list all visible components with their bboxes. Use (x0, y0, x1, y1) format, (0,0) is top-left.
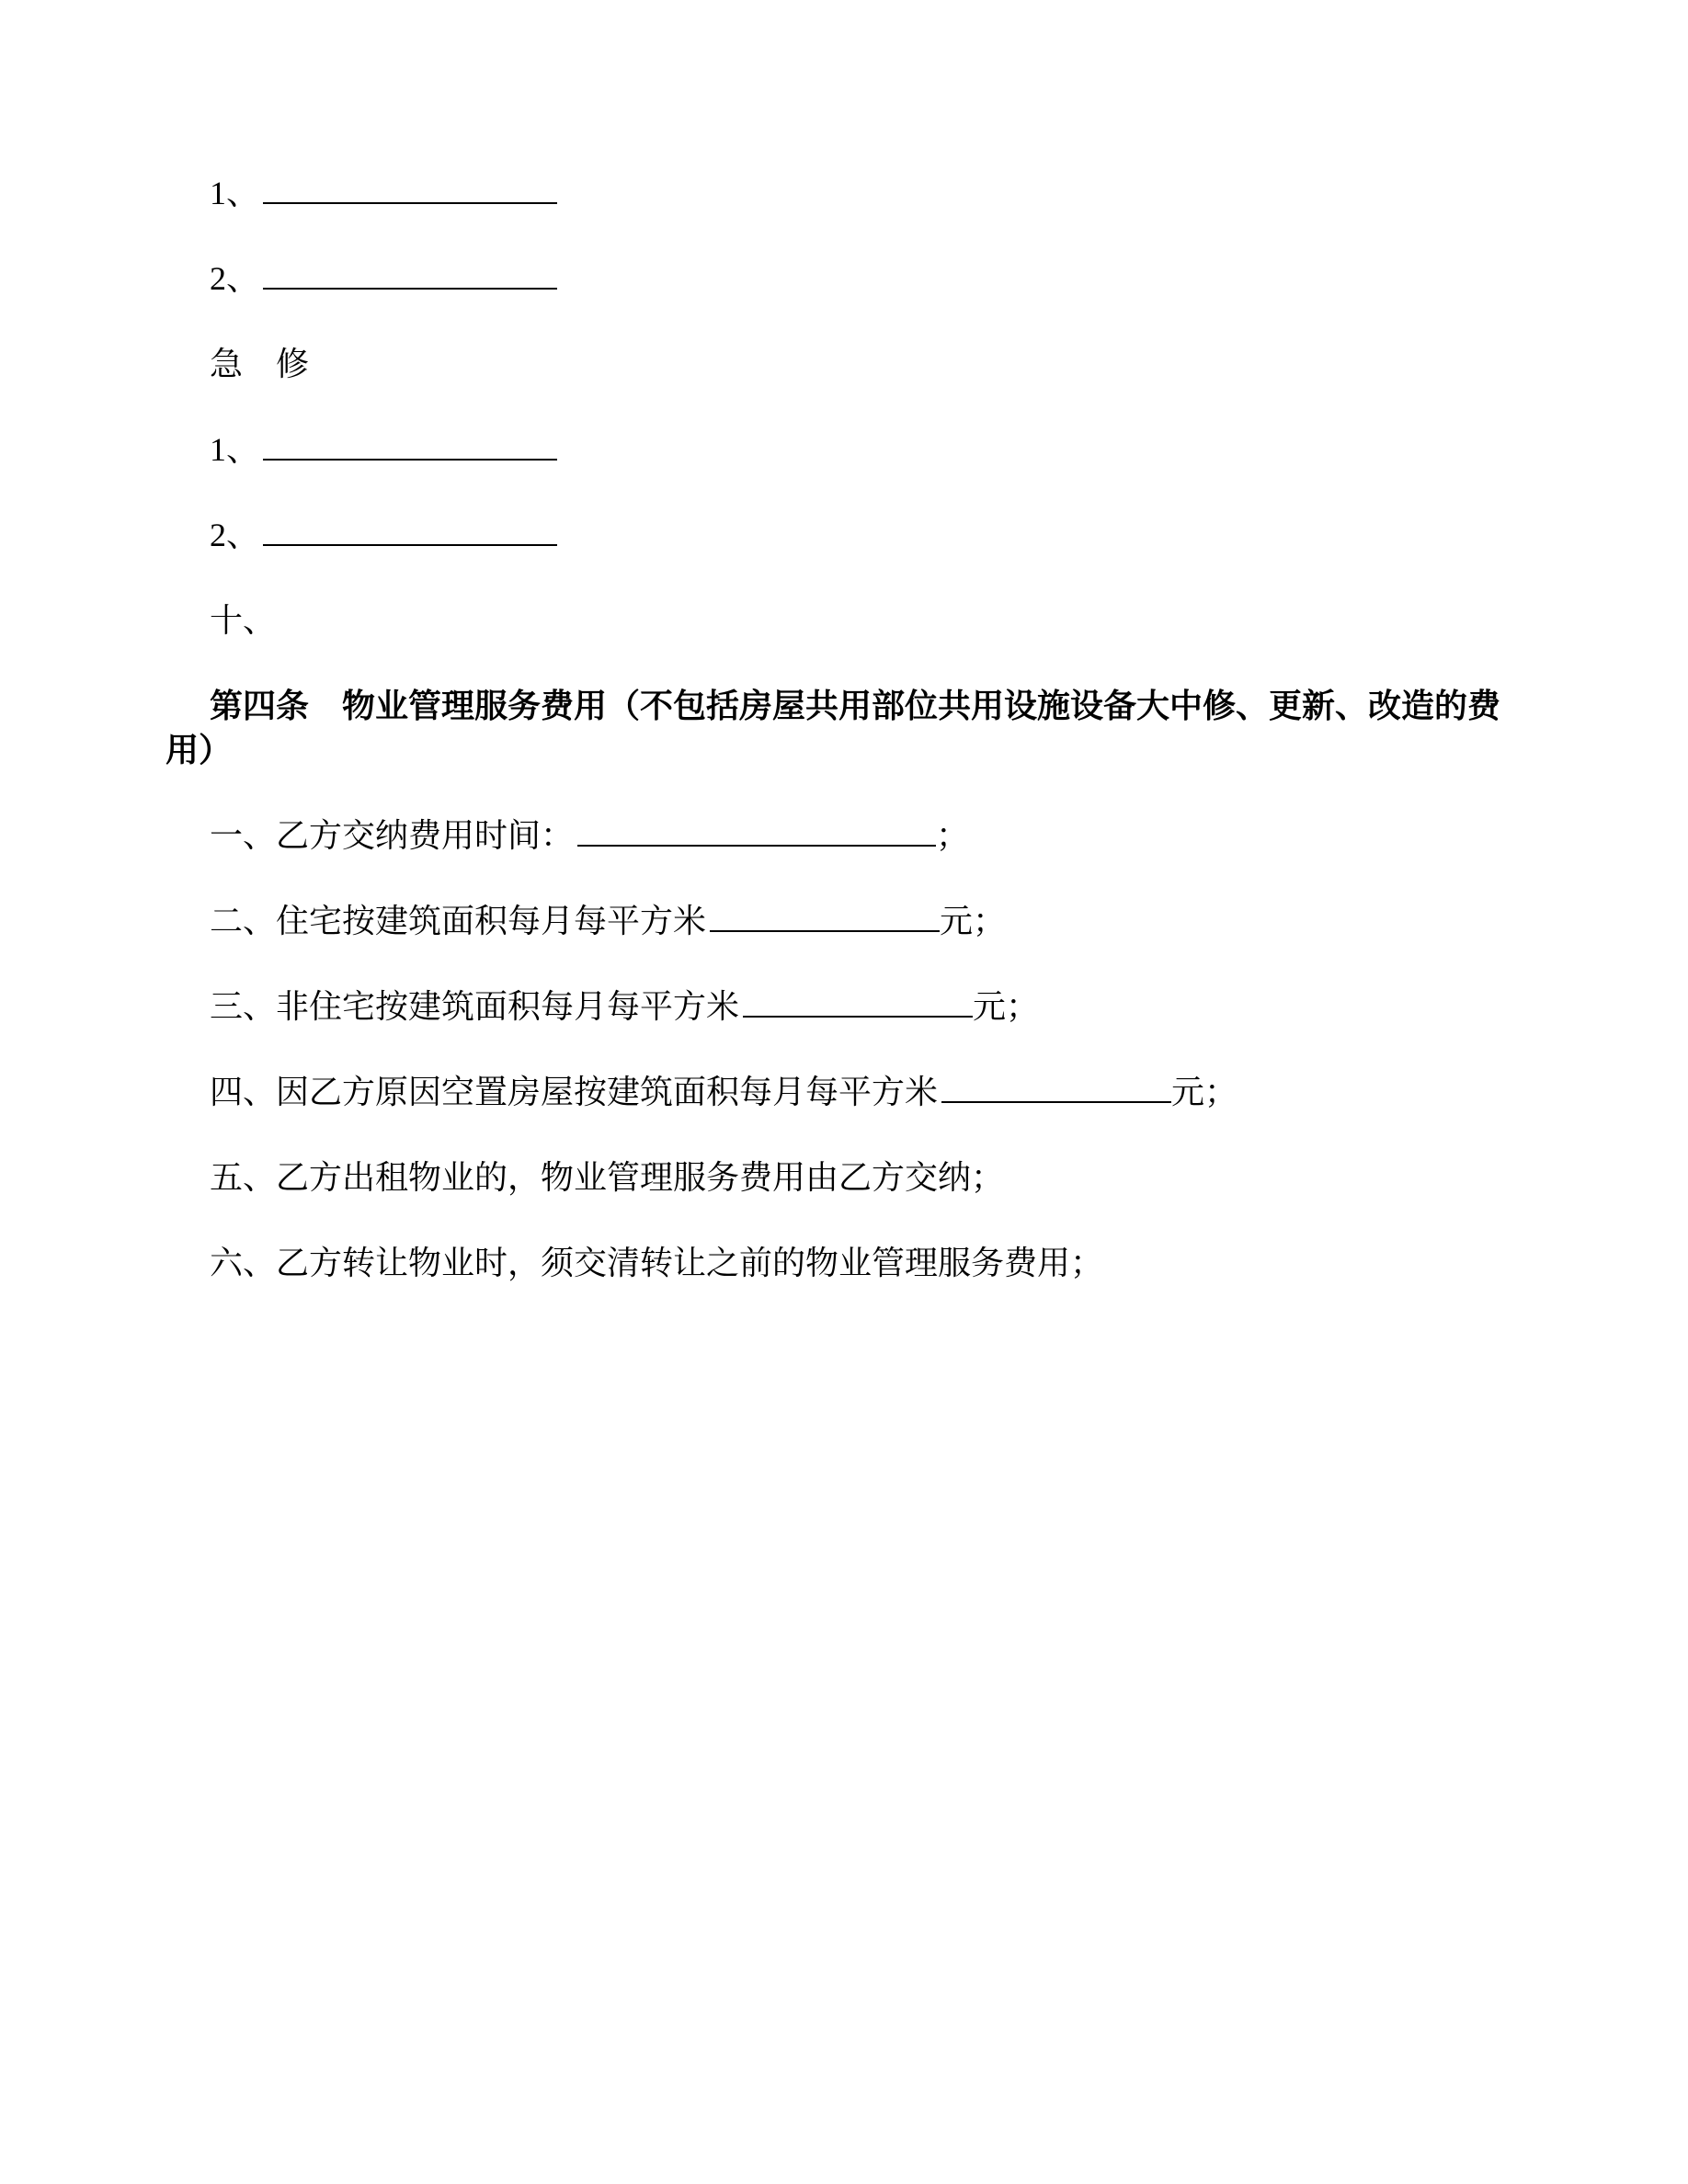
blank-line (263, 540, 557, 546)
repair-item-line-1 (165, 171, 1532, 215)
blank-line (577, 841, 936, 847)
article-heading-text: 第四条 物业管理服务费用（不包括房屋共用部位共用设施设备大中修、更新、改造的费用） (165, 688, 1501, 768)
item-number: 1、 (210, 431, 260, 468)
blank-line (263, 199, 557, 204)
fee-suffix: 元； (940, 903, 1007, 939)
item-number: 2、 (210, 517, 260, 553)
fee-suffix: ； (936, 817, 970, 854)
blank-line (263, 455, 557, 461)
fee-suffix: 元； (973, 988, 1040, 1025)
fee-line-6 (165, 1241, 1532, 1285)
heading-text: 急 修 (210, 346, 310, 382)
repair-item-line-2 (165, 256, 1532, 301)
item-number: 2、 (210, 260, 260, 297)
blank-line (263, 284, 557, 290)
item-number: 1、 (210, 175, 260, 211)
fee-line-2 (165, 899, 1532, 943)
emergency-item-line-2 (165, 513, 1532, 557)
fee-text: 三、非住宅按建筑面积每月每平方米 (210, 988, 740, 1025)
blank-line (710, 927, 940, 932)
fee-suffix: 元； (1171, 1074, 1238, 1110)
fee-line-1 (165, 813, 1532, 858)
blank-line (743, 1012, 973, 1018)
fee-line-4 (165, 1070, 1532, 1114)
emergency-repair-heading (165, 342, 1532, 386)
article-4-heading (165, 684, 1532, 772)
fee-text: 二、住宅按建筑面积每月每平方米 (210, 903, 707, 939)
fee-text: 四、因乙方原因空置房屋按建筑面积每月每平方米 (210, 1074, 939, 1110)
emergency-item-line-1 (165, 427, 1532, 472)
item-ten-line (165, 598, 1532, 643)
fee-text: 五、乙方出租物业的，物业管理服务费用由乙方交纳； (210, 1159, 1005, 1196)
fee-line-5 (165, 1155, 1532, 1200)
fee-line-3 (165, 984, 1532, 1029)
fee-text: 一、乙方交纳费用时间： (210, 817, 575, 854)
fee-text: 六、乙方转让物业时，须交清转让之前的物业管理服务费用； (210, 1245, 1104, 1281)
item-number: 十、 (210, 602, 277, 639)
blank-line (941, 1098, 1171, 1103)
